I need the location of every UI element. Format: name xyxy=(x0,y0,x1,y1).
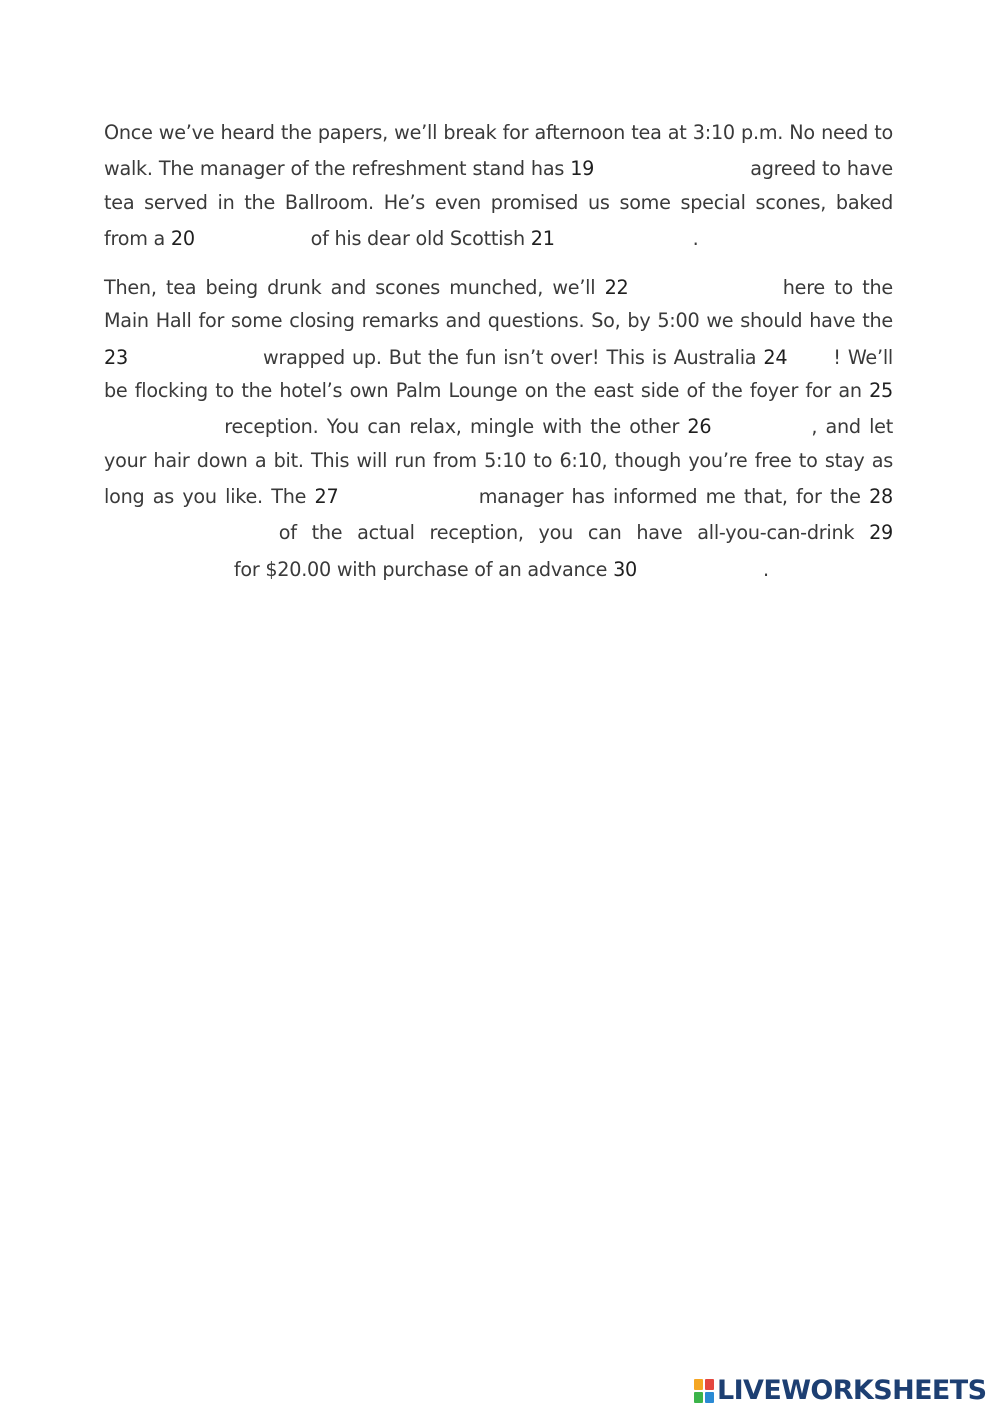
logo-square-red xyxy=(705,1379,714,1390)
answer-blank-23[interactable] xyxy=(128,338,256,364)
text-segment: wrapped up. But the fun isn’t over! This is Australia xyxy=(255,345,764,369)
answer-blank-27[interactable] xyxy=(338,477,470,503)
text-segment: Once we’ve heard the papers, we’ll break for afternoon tea at 3:10 p.m. No need to walk. The manager of the refreshment stand has xyxy=(104,121,893,181)
question-number-24: 24 xyxy=(763,345,788,369)
answer-blank-30[interactable] xyxy=(637,550,763,576)
question-number-19: 19 xyxy=(570,157,595,181)
logo-wordmark: LIVEWORKSHEETS xyxy=(717,1375,987,1406)
question-number-22: 22 xyxy=(604,276,629,300)
logo-square-green xyxy=(694,1392,703,1403)
text-segment: here to the Main Hall for some closing remarks and questions. So, by 5:00 we should have the xyxy=(104,276,893,333)
question-number-27: 27 xyxy=(314,484,339,508)
text-segment: , and let your hair down a bit. This will run from 5:10 to 6:10, though you’re free to stay as long as you like. The xyxy=(104,415,893,508)
answer-blank-20[interactable] xyxy=(195,219,305,245)
question-number-25: 25 xyxy=(869,379,893,403)
liveworksheets-logo xyxy=(694,1374,986,1408)
text-segment: of his dear old Scottish xyxy=(304,226,531,250)
text-segment: reception. You can relax, mingle with the other xyxy=(216,415,688,439)
logo-square-blue xyxy=(705,1392,714,1403)
text-segment: for $20.00 with purchase of an advance xyxy=(228,557,614,581)
paragraph-1 xyxy=(104,116,893,255)
text-segment: of the actual reception, you can have all-you-can-drink xyxy=(264,521,870,545)
answer-blank-19[interactable] xyxy=(594,149,744,175)
question-number-28: 28 xyxy=(869,484,893,508)
text-segment: manager has informed me that, for the xyxy=(470,484,870,508)
text-segment: agreed to have tea served in the Ballroom. He’s even promised us some special scones, baked from a xyxy=(104,157,893,250)
text-segment: . xyxy=(692,226,699,250)
text-segment: Then, tea being drunk and scones munched, we’ll xyxy=(104,276,605,300)
answer-blank-28[interactable] xyxy=(104,513,264,539)
answer-blank-25[interactable] xyxy=(104,407,216,433)
answer-blank-22[interactable] xyxy=(629,268,774,294)
logo-square-orange xyxy=(694,1379,703,1390)
question-number-21: 21 xyxy=(530,226,555,250)
text-segment: . xyxy=(763,557,769,581)
answer-blank-26[interactable] xyxy=(711,407,811,433)
question-number-26: 26 xyxy=(687,415,712,439)
question-number-30: 30 xyxy=(613,557,637,581)
worksheet-text xyxy=(104,116,893,599)
question-number-23: 23 xyxy=(104,345,128,369)
question-number-29: 29 xyxy=(869,521,893,545)
text-segment: ! We’ll be flocking to the hotel’s own Palm Lounge on the east side of the foyer for an xyxy=(104,345,893,403)
liveworksheets-logo-icon xyxy=(694,1379,714,1403)
paragraph-2 xyxy=(104,268,893,586)
question-number-20: 20 xyxy=(170,226,195,250)
answer-blank-21[interactable] xyxy=(555,219,693,245)
answer-blank-24[interactable] xyxy=(787,338,833,364)
answer-blank-29[interactable] xyxy=(104,550,228,576)
